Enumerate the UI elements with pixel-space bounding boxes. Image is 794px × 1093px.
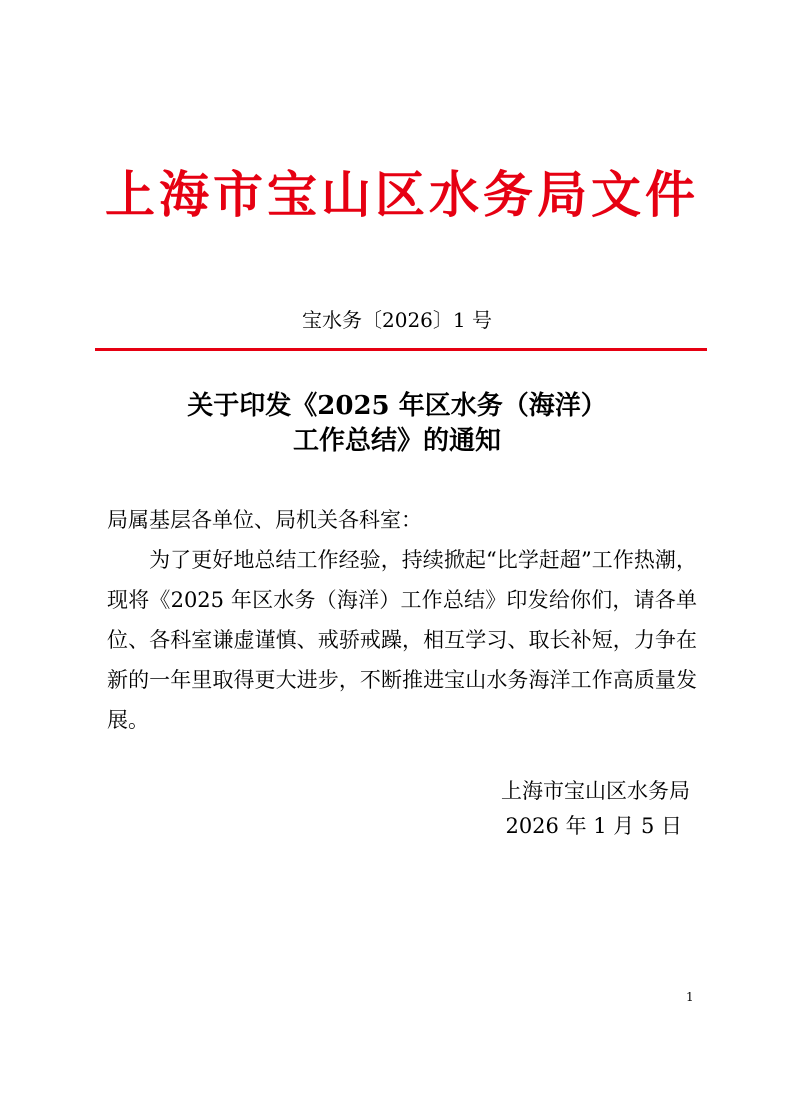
issuer-signature: 上海市宝山区水务局 [501, 779, 690, 803]
document-number: 宝水务〔2026〕1 号 [302, 308, 492, 332]
body-line: 为了更好地总结工作经验，持续掀起“比学赶超”工作热潮， [107, 548, 697, 572]
body-line: 新的一年里取得更大进步，不断推进宝山水务海洋工作高质量发 [107, 668, 697, 692]
body-line: 现将《2025 年区水务（海洋）工作总结》印发给你们，请各单 [107, 588, 697, 612]
document-title-line-2: 工作总结》的通知 [292, 426, 501, 456]
red-divider [95, 348, 707, 351]
salutation: 局属基层各单位、局机关各科室： [107, 508, 422, 532]
body-line: 展。 [107, 708, 149, 732]
body-line: 位、各科室谦虚谨慎、戒骄戒躁，相互学习、取长补短，力争在 [107, 628, 697, 652]
agency-header: 上海市宝山区水务局文件 [105, 166, 695, 224]
issue-date: 2026 年 1 月 5 日 [505, 814, 682, 838]
page-number: 1 [686, 990, 694, 1004]
document-title-line-1: 关于印发《2025 年区水务（海洋） [187, 391, 607, 421]
